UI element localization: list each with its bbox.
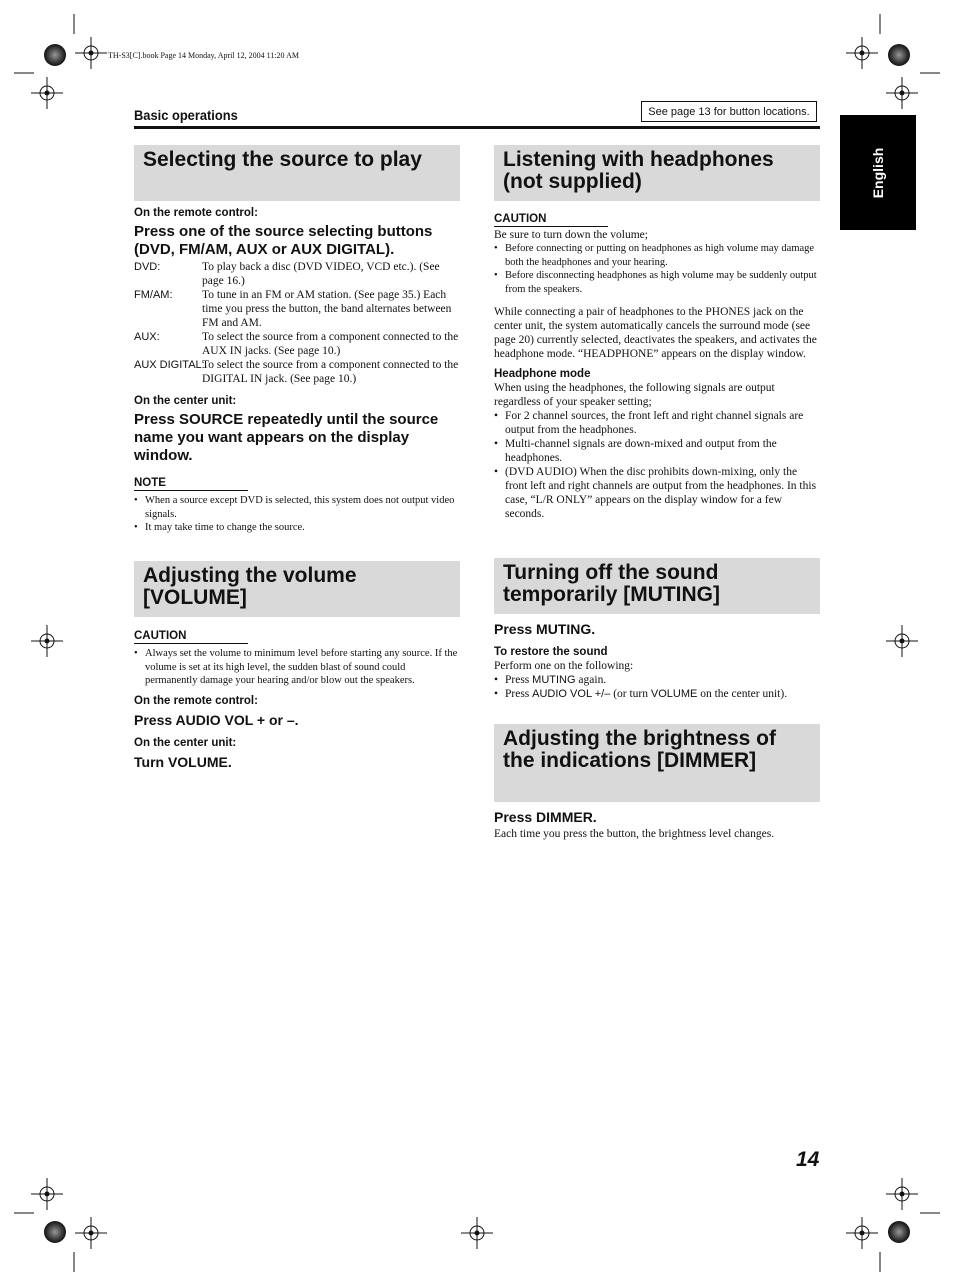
note-list: [134, 494, 460, 535]
restore-text: on the center unit).: [697, 688, 788, 700]
headphones-caution-intro: Be sure to turn down the volume;: [494, 229, 648, 241]
muting-step: Press MUTING.: [494, 621, 596, 637]
note-item: • It may take time to change the source.: [134, 521, 460, 535]
headphone-mode-label: Headphone mode: [494, 368, 591, 380]
dimmer-desc: Each time you press the button, the brightness level changes.: [494, 828, 775, 840]
see-page-note: See page 13 for button locations.: [641, 101, 817, 122]
headphone-mode-intro: When using the headphones, the following signals are output regardless of your speaker setting;: [494, 382, 775, 408]
source-term: FM/AM:: [134, 289, 173, 301]
source-term: AUX DIGITAL:: [134, 359, 205, 371]
source-definitions: [134, 260, 460, 386]
header-rule: [134, 126, 820, 129]
select-source-center-label: On the center unit:: [134, 395, 237, 407]
section-dimmer: [494, 724, 820, 841]
source-desc: To select the source from a component connected to the AUX IN jacks. (See page 10.): [202, 331, 459, 357]
section-muting: [494, 558, 820, 701]
restore-text: Press: [505, 688, 533, 700]
select-source-center-step: Press SOURCE repeatedly until the source name you want appears on the display window.: [134, 411, 439, 464]
volume-center-label: On the center unit:: [134, 736, 237, 749]
restore-sound-intro: Perform one on the following:: [494, 660, 634, 672]
muting-title: Turning off the sound temporarily [MUTING]: [494, 558, 820, 614]
section-label: Basic operations: [134, 107, 238, 123]
restore-sound-label: To restore the sound: [494, 646, 608, 658]
volume-center-step: Turn VOLUME.: [134, 753, 232, 770]
source-desc: To select the source from a component connected to the DIGITAL IN jack. (See page 10.): [202, 359, 459, 385]
select-source-remote-step: Press one of the source selecting buttons (DVD, FM/AM, AUX or AUX DIGITAL).: [134, 223, 433, 258]
restore-sound-list: [494, 673, 820, 701]
headphones-caution-list: [494, 242, 820, 296]
source-term: AUX:: [134, 331, 160, 343]
restore-text: again.: [575, 674, 607, 686]
restore-sound-item: [494, 687, 820, 701]
note-item: • When a source except DVD is selected, this system does not output video signals.: [134, 494, 460, 521]
muting-key: MUTING: [532, 674, 576, 686]
source-desc: To tune in an FM or AM station. (See page 35.) Each time you press the button, the band alternates between FM and AM.: [202, 289, 452, 329]
note-label: NOTE: [134, 477, 248, 491]
headphone-mode-item: • Multi-channel signals are down-mixed and output from the headphones.: [494, 437, 820, 465]
section-headphones: [494, 145, 820, 521]
headphone-mode-list: [494, 409, 820, 521]
volume-caution-list: [134, 647, 460, 688]
volume-key: VOLUME: [650, 688, 698, 700]
source-term: DVD:: [134, 261, 161, 273]
source-desc: To play back a disc (DVD VIDEO, VCD etc.). (See page 16.): [202, 261, 440, 287]
volume-caution-item: • Always set the volume to minimum level before starting any source. If the volume is set at its high level, the sudden blast of sound could permanently damage your hearing and/or blow out the speakers.: [134, 647, 460, 688]
print-header: TH-S3[C].book Page 14 Monday, April 12, 2004 11:20 AM: [108, 51, 299, 60]
headphone-mode-item: • (DVD AUDIO) When the disc prohibits down-mixing, only the front left and right channels are output from the headphones. In this case, “L/R ONLY” appears on the display window for a few seconds.: [494, 465, 820, 521]
section-volume: [134, 561, 460, 771]
headphones-caution-label: CAUTION: [494, 213, 608, 227]
section-select-source: [134, 145, 460, 535]
volume-remote-label: On the remote control:: [134, 694, 258, 707]
restore-text: (or turn: [610, 688, 651, 700]
volume-remote-step: Press AUDIO VOL + or –.: [134, 711, 299, 728]
headphones-caution-item: • Before connecting or putting on headphones as high volume may damage both the headphones and your hearing.: [494, 242, 820, 269]
audio-vol-key: AUDIO VOL +/–: [532, 688, 611, 700]
restore-text: Press: [505, 674, 533, 686]
page-number: 14: [796, 1148, 820, 1171]
language-tab-label: English: [870, 147, 886, 198]
language-tab: [840, 115, 916, 230]
volume-caution-label: CAUTION: [134, 630, 248, 644]
dimmer-step: Press DIMMER.: [494, 809, 597, 825]
dimmer-title: Adjusting the brightness of the indications [DIMMER]: [494, 724, 820, 802]
headphone-mode-item: • For 2 channel sources, the front left and right channel signals are output from the headphones.: [494, 409, 820, 437]
headphones-title: Listening with headphones (not supplied): [494, 145, 820, 201]
select-source-remote-label: On the remote control:: [134, 207, 258, 219]
volume-title: Adjusting the volume [VOLUME]: [134, 561, 460, 617]
restore-sound-item: [494, 673, 820, 687]
headphones-caution-item: • Before disconnecting headphones as high volume may be suddenly output from the speakers.: [494, 269, 820, 296]
headphones-paragraph: While connecting a pair of headphones to the PHONES jack on the center unit, the system automatically cancels the surround mode (see page 20) currently selected, deactivates the speakers, and activates the headphone mode. “HEADPHONE” appears on the display window.: [494, 306, 817, 360]
select-source-title: Selecting the source to play: [134, 145, 460, 201]
